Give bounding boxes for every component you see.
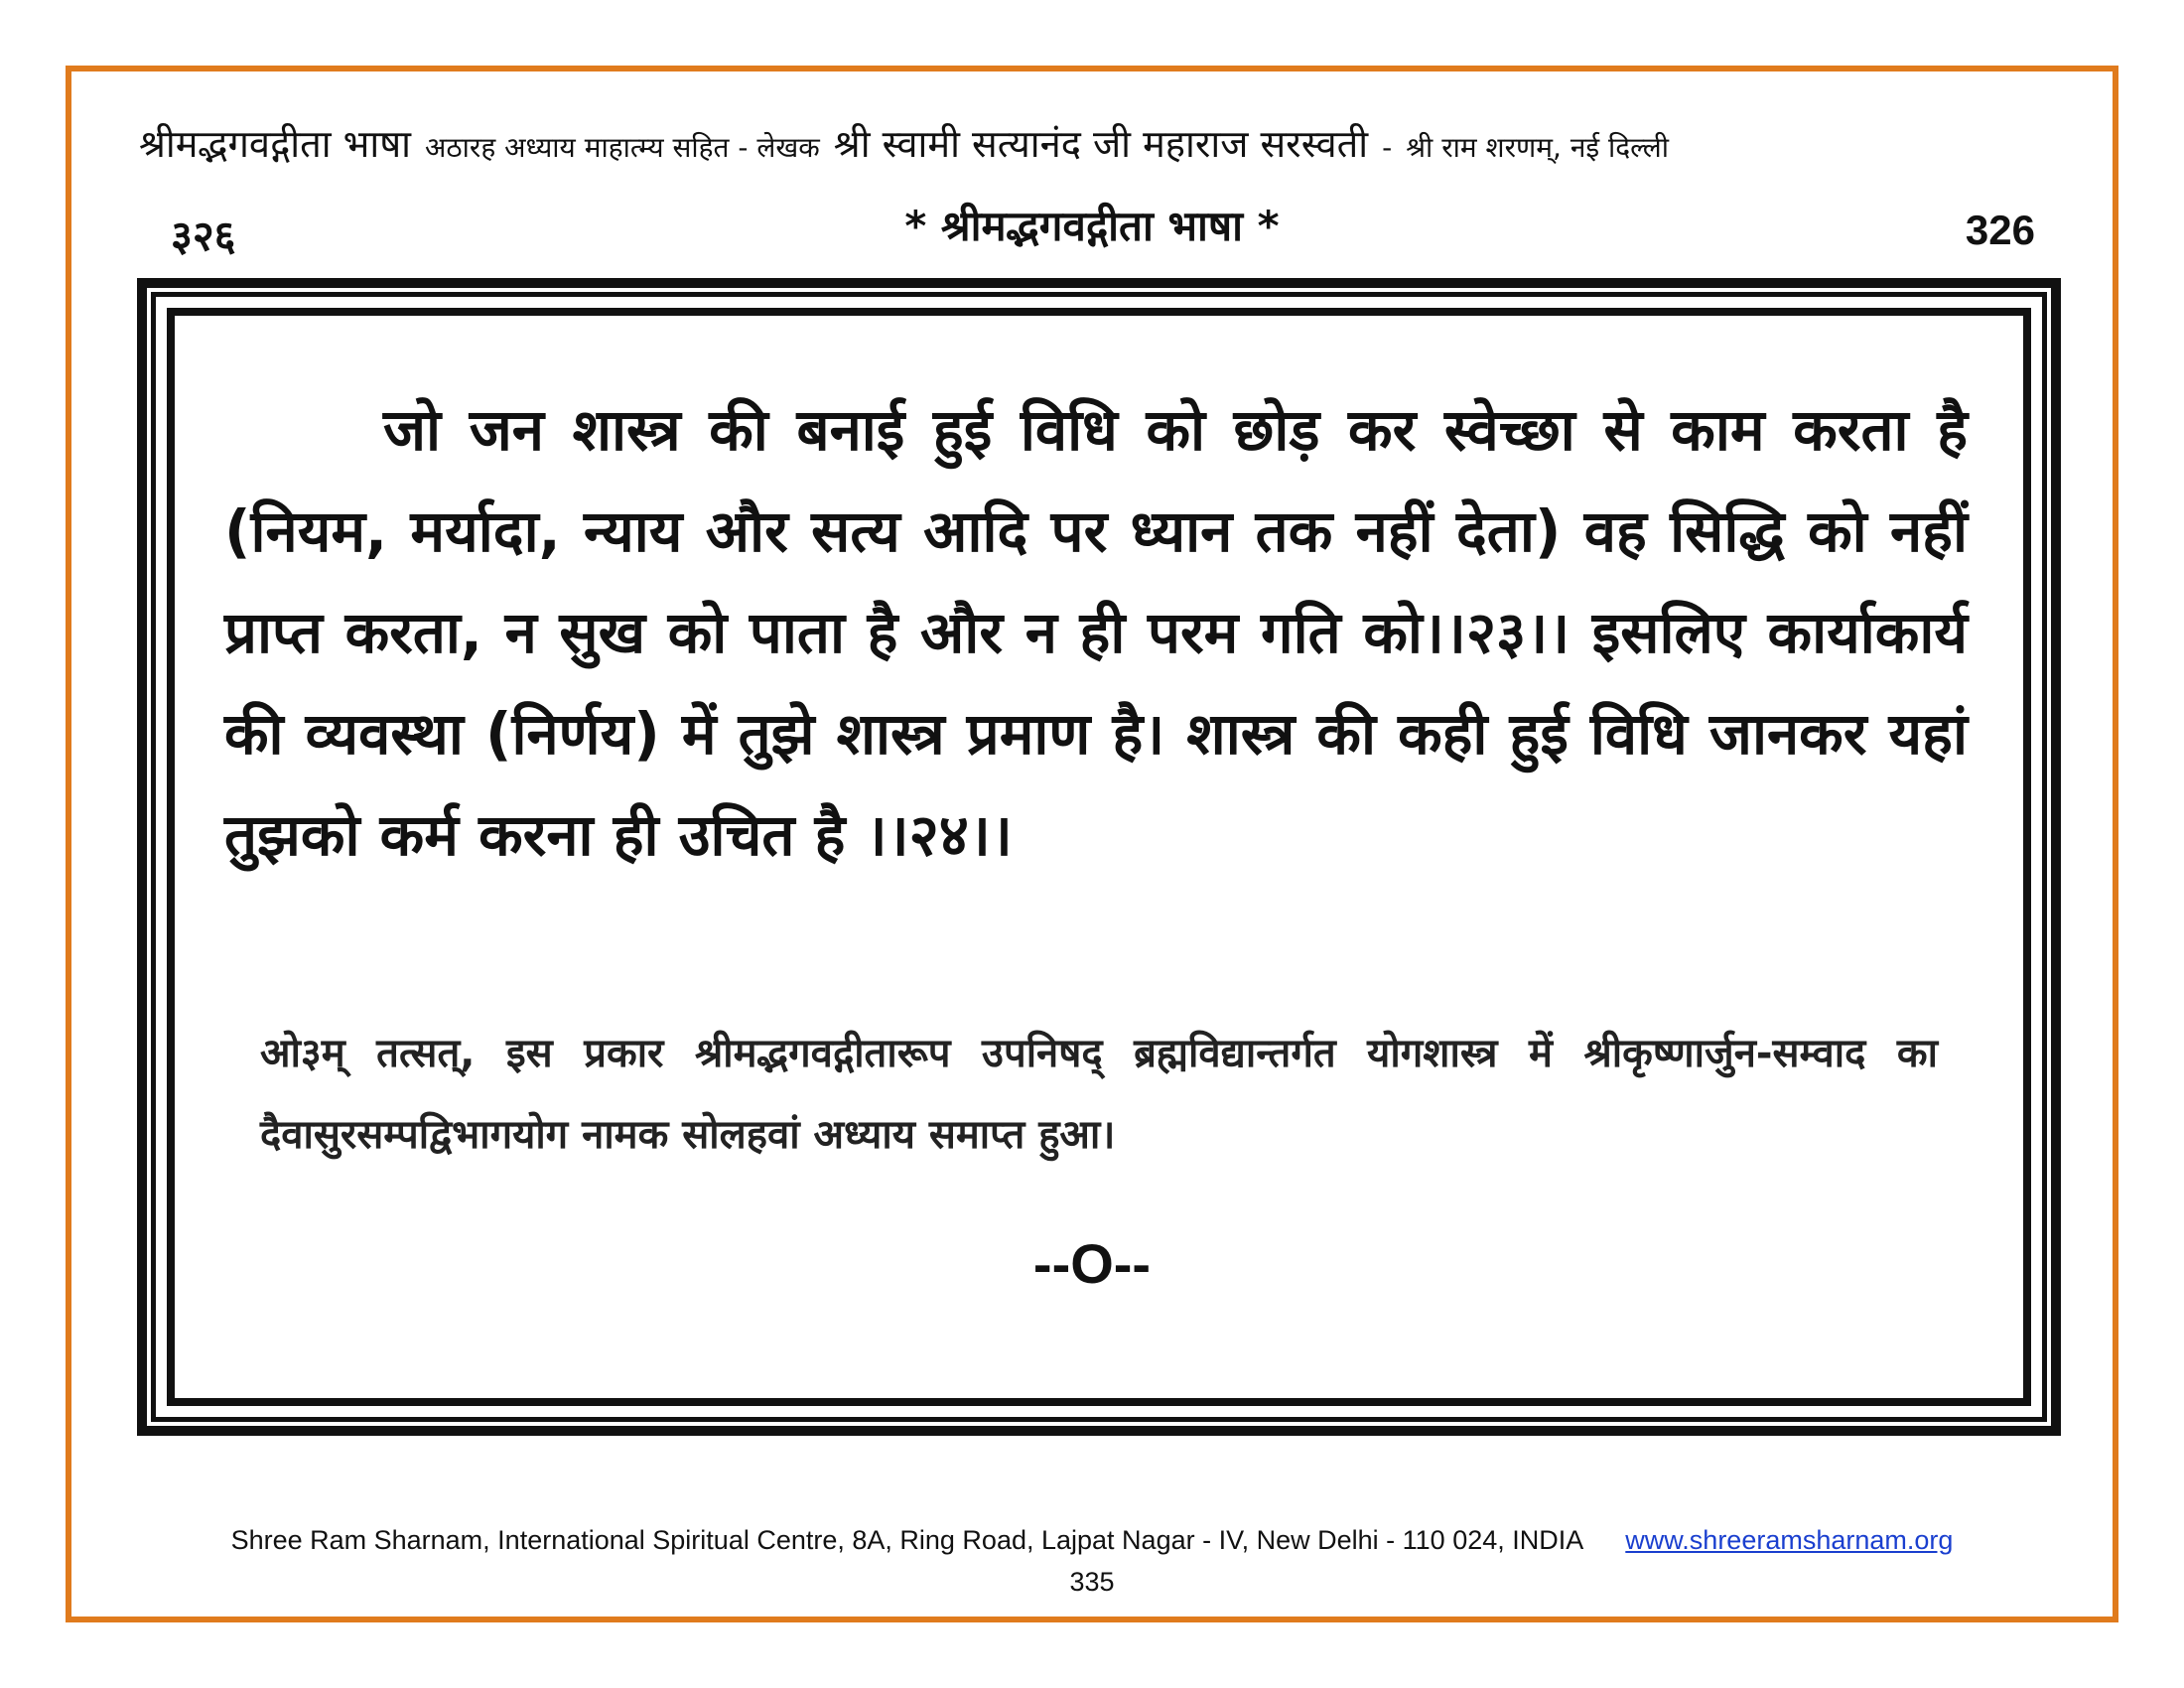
chapter-colophon: ओ३म् तत्सत्, इस प्रकार श्रीमद्भगवद्गीतारूप उपनिषद् ब्रह्मविद्यान्तर्गत योगशास्त्र में श्रीकृष्णार्जुन-सम्वाद का दैवासुरसम्पद्विभागयोग नामक सोलहवां अध्याय समाप्त हुआ। bbox=[260, 1031, 1938, 1158]
author-name: श्री स्वामी सत्यानंद जी महाराज सरस्वती bbox=[833, 122, 1369, 166]
book-title: श्रीमद्भगवद्गीता भाषा bbox=[139, 122, 412, 166]
book-subtitle: अठारह अध्याय माहात्म्य सहित - लेखक bbox=[425, 131, 820, 164]
page-number-devanagari: ३२६ bbox=[171, 211, 236, 260]
footer-address: Shree Ram Sharnam, International Spiritual Centre, 8A, Ring Road, Lajpat Nagar - IV, New Delhi - 110 024, INDIA bbox=[230, 1525, 1582, 1555]
footer bbox=[0, 1525, 2184, 1556]
end-mark: --O-- bbox=[1032, 1232, 1152, 1295]
publisher-name: श्री राम शरणम्, नई दिल्ली bbox=[1406, 131, 1670, 164]
header-separator: - bbox=[1382, 131, 1393, 164]
verse-text: जो जन शास्त्र की बनाई हुई विधि को छोड़ कर स्वेच्छा से काम करता है (नियम, मर्यादा, न्याय और सत्य आदि पर ध्यान तक नहीं देता) वह सिद्धि को नहीं प्राप्त करता, न सुख को पाता है और न ही परम गति को।।२३।। इसलिए कार्याकार्य की व्यवस्था (निर्णय) में तुझे शास्त्र प्रमाण है। शास्त्र की कही हुई विधि जानकर यहां तुझको कर्म करना ही उचित है ।।२४।। bbox=[224, 396, 1968, 869]
running-title: * श्रीमद्भगवद्गीता भाषा * bbox=[904, 202, 1280, 250]
website-link[interactable]: www.shreeramsharnam.org bbox=[1625, 1525, 1954, 1555]
header-line bbox=[139, 117, 2055, 169]
footer-page-number: 335 bbox=[1069, 1567, 1115, 1597]
page-number-arabic: 326 bbox=[1965, 207, 2035, 253]
